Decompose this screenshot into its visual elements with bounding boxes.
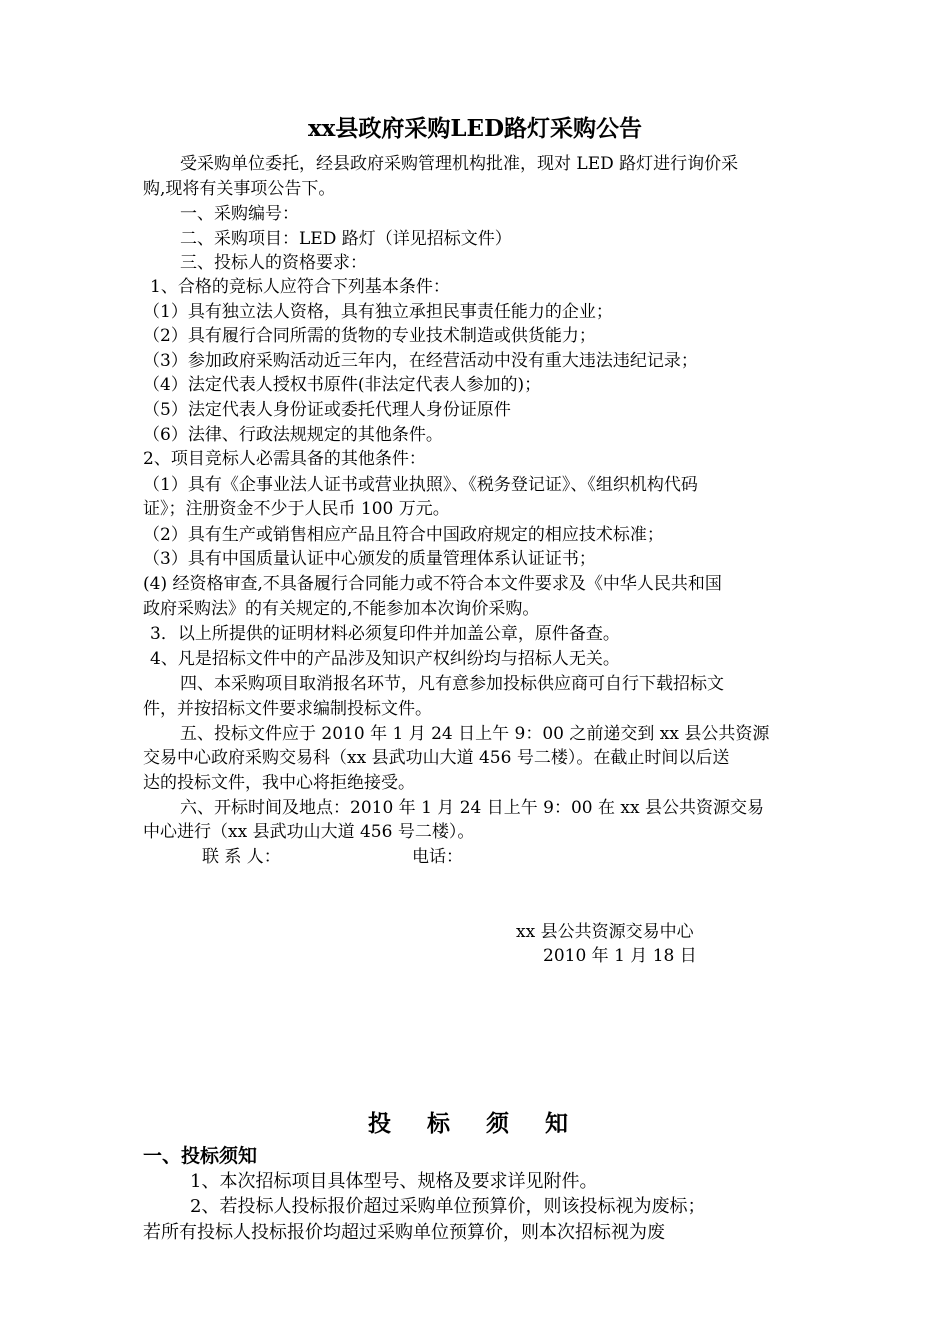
- paragraph-line: （4）法定代表人授权书原件(非法定代表人参加的)；: [143, 375, 542, 395]
- contact-label: 联 系 人：: [202, 847, 281, 867]
- issue-date: 2010 年 1 月 18 日: [543, 946, 697, 966]
- paragraph-line: （1）具有独立法人资格，具有独立承担民事责任能力的企业；: [143, 302, 613, 322]
- paragraph-line: (4) 经资格审查,不具备履行合同能力或不符合本文件要求及《中华人民共和国: [143, 574, 722, 594]
- paragraph-line: 一、采购编号：: [180, 204, 299, 224]
- paragraph-line: 若所有投标人投标报价均超过采购单位预算价，则本次招标视为废: [143, 1222, 665, 1243]
- paragraph-line: 二、采购项目：LED 路灯（详见招标文件）: [180, 229, 512, 249]
- phone-label: 电话：: [412, 847, 463, 867]
- issuer-name: xx 县公共资源交易中心: [516, 922, 694, 942]
- paragraph-line: （2）具有履行合同所需的货物的专业技术制造或供货能力；: [143, 326, 596, 346]
- paragraph-line: （5）法定代表人身份证或委托代理人身份证原件: [143, 400, 511, 420]
- paragraph-line: （3）具有中国质量认证中心颁发的质量管理体系认证证书；: [143, 549, 596, 569]
- paragraph-line: 中心进行（xx 县武功山大道 456 号二楼）。: [143, 822, 475, 842]
- paragraph-line: 3．以上所提供的证明材料必须复印件并加盖公章，原件备查。: [150, 624, 620, 644]
- paragraph-line: （1）具有《企事业法人证书或营业执照》、《税务登记证》、《组织机构代码: [143, 475, 698, 495]
- paragraph-line: 1、合格的竞标人应符合下列基本条件：: [150, 277, 450, 297]
- paragraph-line: 受采购单位委托，经县政府采购管理机构批准，现对 LED 路灯进行询价采: [180, 154, 739, 174]
- paragraph-line: 交易中心政府采购交易科（xx 县武功山大道 456 号二楼）。在截止时间以后送: [143, 748, 730, 768]
- paragraph-line: 4、凡是招标文件中的产品涉及知识产权纠纷均与招标人无关。: [150, 649, 620, 669]
- paragraph-line: （2）具有生产或销售相应产品且符合中国政府规定的相应技术标准；: [143, 525, 664, 545]
- paragraph-line: 1、本次招标项目具体型号、规格及要求详见附件。: [190, 1171, 598, 1192]
- paragraph-line: 三、投标人的资格要求：: [180, 253, 367, 273]
- section-title: 投 标 须 知: [367, 1110, 583, 1137]
- section-heading: 一、投标须知: [143, 1145, 258, 1167]
- paragraph-line: （3）参加政府采购活动近三年内，在经营活动中没有重大违法违纪记录；: [143, 351, 698, 371]
- paragraph-line: 2、若投标人投标报价超过采购单位预算价，则该投标视为废标；: [190, 1196, 706, 1217]
- document-title: xx县政府采购LED路灯采购公告: [307, 115, 643, 142]
- paragraph-line: （6）法律、行政法规规定的其他条件。: [143, 425, 443, 445]
- paragraph-line: 四、本采购项目取消报名环节，凡有意参加投标供应商可自行下载招标文: [180, 674, 724, 694]
- paragraph-line: 件，并按招标文件要求编制投标文件。: [143, 699, 432, 719]
- paragraph-line: 2、项目竞标人必需具备的其他条件：: [143, 449, 426, 469]
- paragraph-line: 证》；注册资金不少于人民币 100 万元。: [143, 499, 450, 519]
- paragraph-line: 政府采购法》的有关规定的,不能参加本次询价采购。: [143, 599, 540, 619]
- paragraph-line: 购,现将有关事项公告下。: [143, 179, 336, 199]
- paragraph-line: 五、投标文件应于 2010 年 1 月 24 日上午 9：00 之前递交到 xx 县公共资源: [180, 724, 770, 744]
- paragraph-line: 六、开标时间及地点：2010 年 1 月 24 日上午 9：00 在 xx 县公共资源交易: [180, 798, 764, 818]
- paragraph-line: 达的投标文件，我中心将拒绝接受。: [143, 773, 415, 793]
